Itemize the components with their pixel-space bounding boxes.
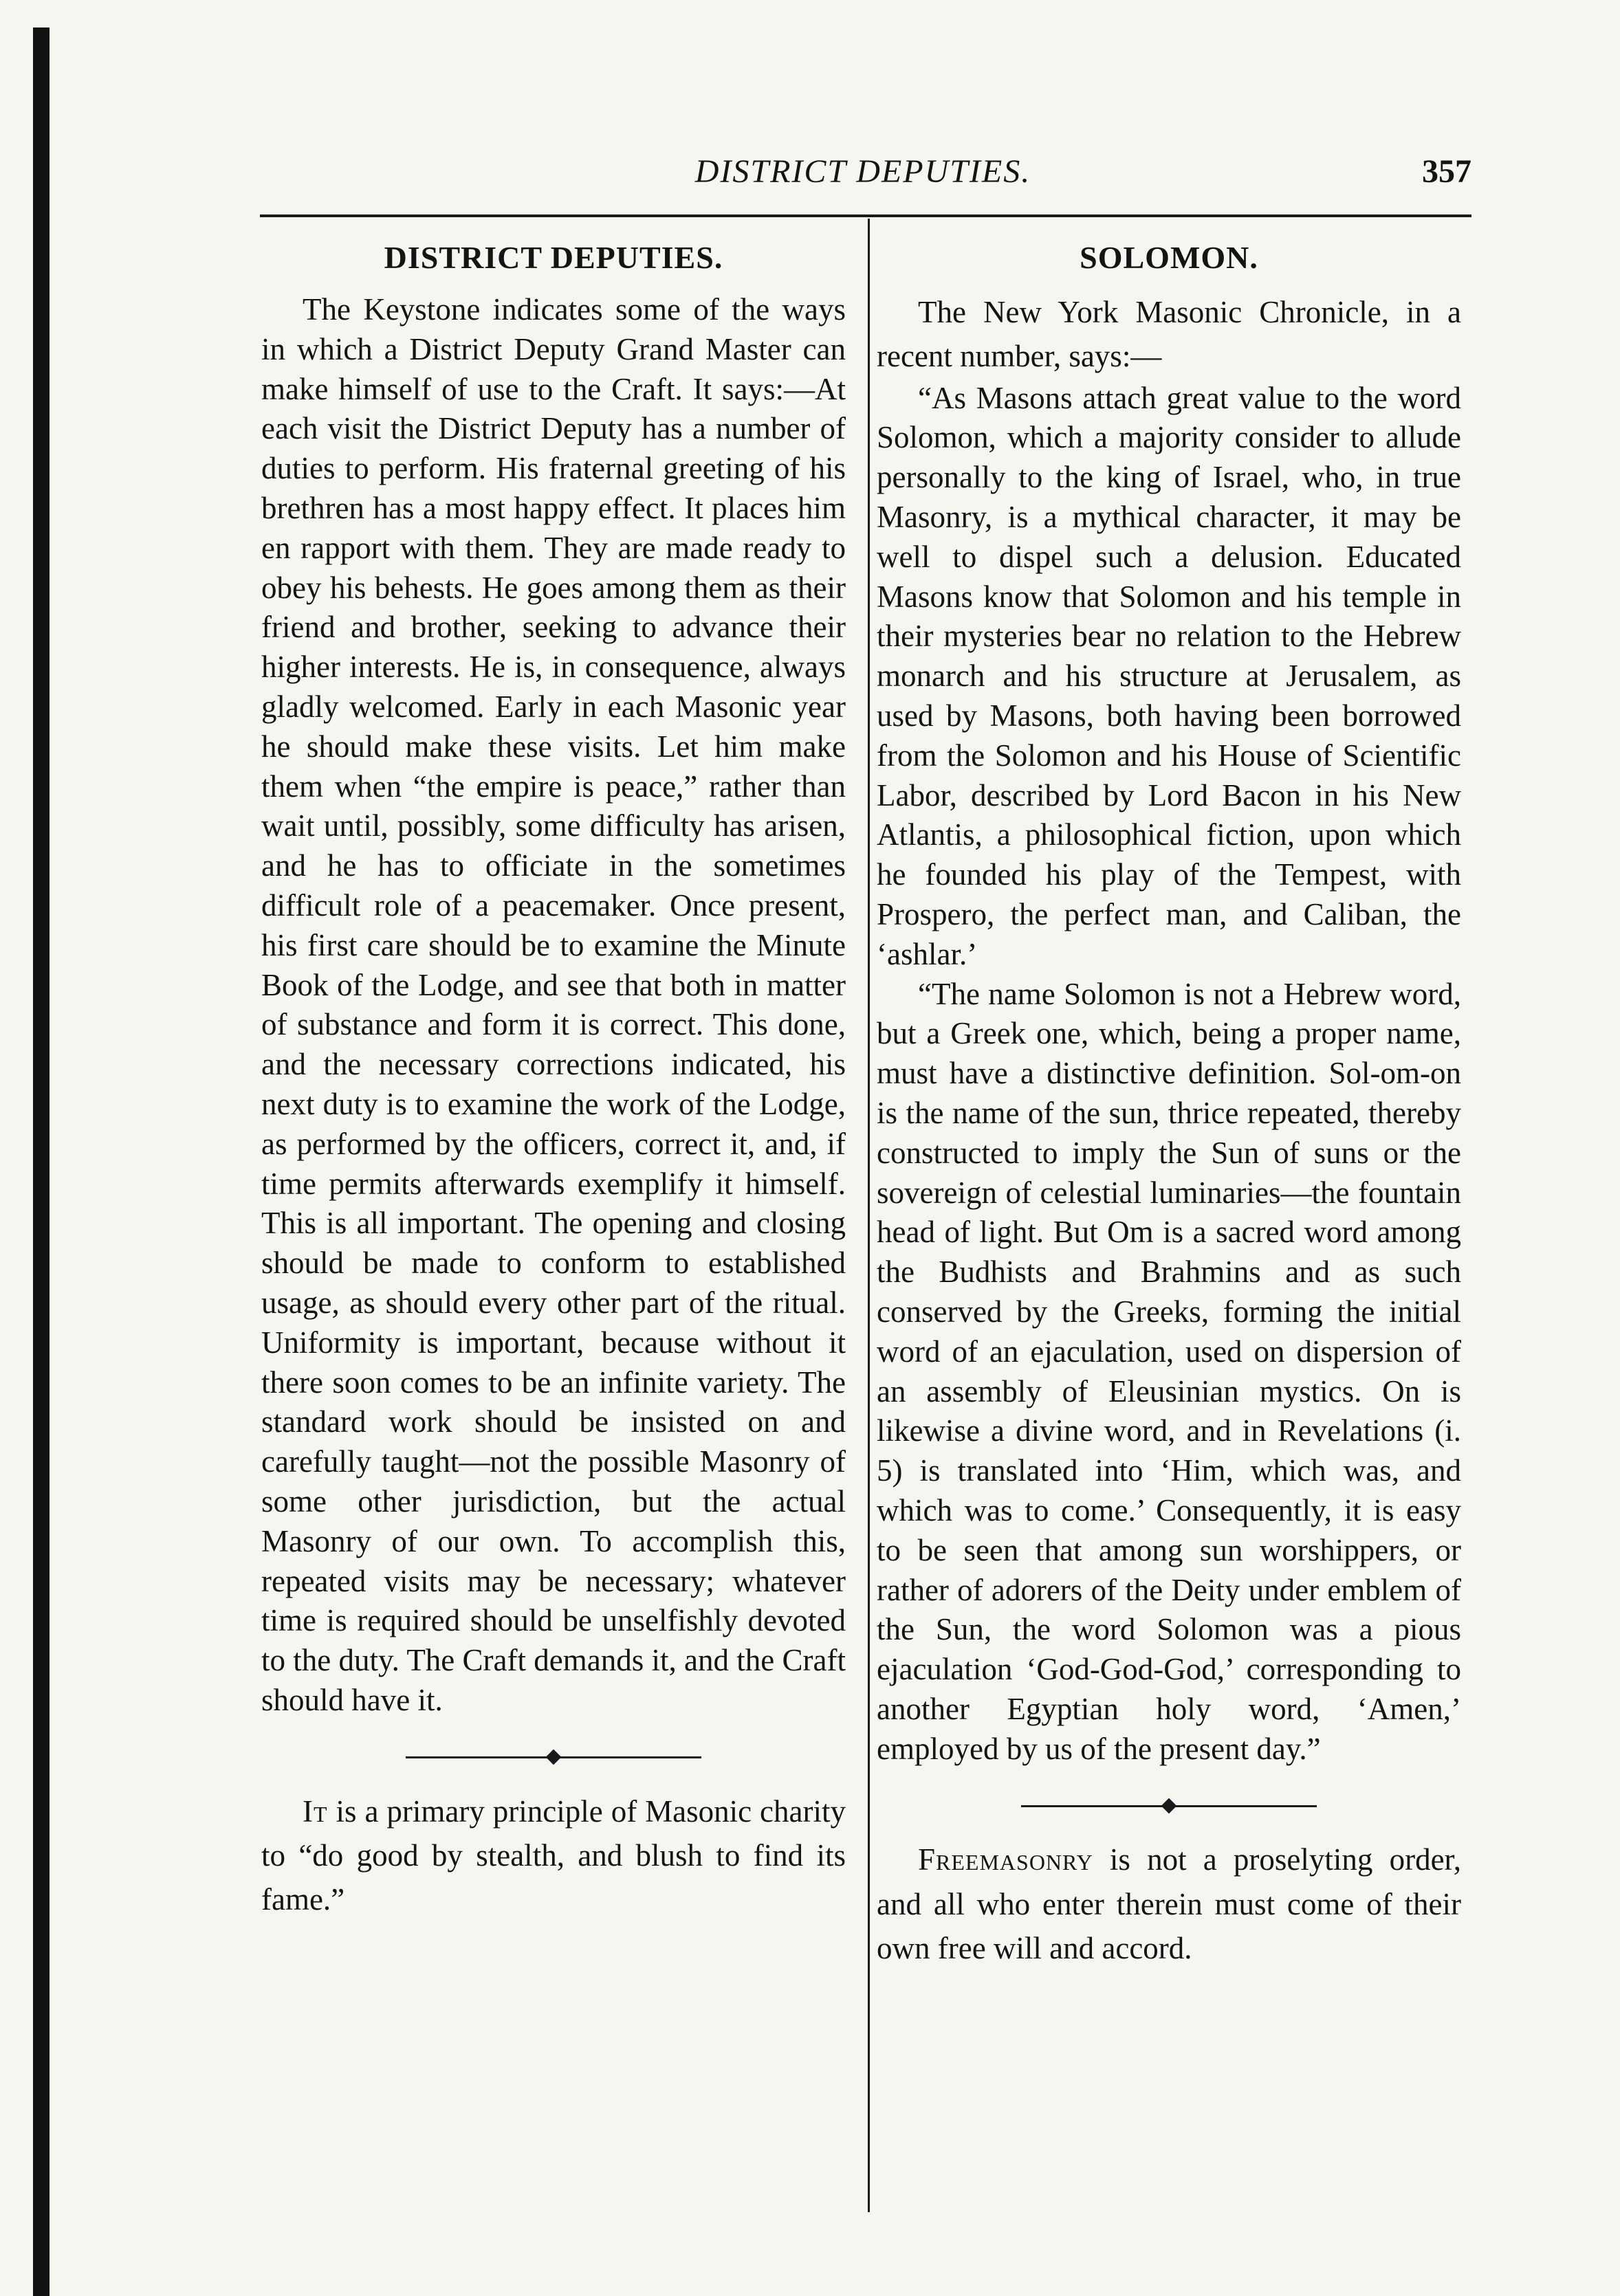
note-text: is not a proselyting order, and all who enter therein must come of their own free will and accord. — [877, 1842, 1461, 1966]
note-text: is a primary principle of Masonic charity to “do good by stealth, and blush to find its fame.” — [261, 1793, 846, 1917]
article-intro: The New York Masonic Chronicle, in a recent number, says:— — [877, 295, 1461, 374]
section-ornament — [877, 1785, 1461, 1826]
charity-note — [261, 1789, 846, 1922]
article-body-paragraph: “The name Solomon is not a Hebrew word, but a Greek one, which, being a proper name, must have a distinctive definition. Sol-om-on is the name of the sun, thrice repeated, thereby constructed to imply the Sun of suns or the sovereign of celestial luminaries—the fountain head of light. But Om is a sacred word among the Budhists and Brahmins and as such conserved by the Greeks, forming the initial word of an ejaculation, used on dispersion of an assembly of Eleusinian mystics. On is likewise a divine word, and in Revelations (i. 5) is translated into ‘Him, which was, and which was to come.’ Consequently, it is easy to be seen that among sun worshippers, or rather of adorers of the Deity under emblem of the Sun, the word Solomon was a pious ejaculation ‘God-God-God,’ corresponding to another Egyptian holy word, ‘Amen,’ employed by us of the present day.” — [877, 976, 1461, 1766]
column-divider — [868, 219, 870, 2212]
note-lead: It — [303, 1793, 328, 1829]
article-title-district-deputies: DISTRICT DEPUTIES. — [384, 240, 723, 275]
left-column — [261, 234, 846, 1922]
running-head — [254, 153, 1471, 202]
page-binding-edge — [33, 27, 50, 2296]
section-ornament — [261, 1737, 846, 1778]
right-column — [877, 234, 1461, 1970]
note-lead: Freemasonry — [918, 1842, 1093, 1877]
running-head-title: DISTRICT DEPUTIES. — [694, 153, 1031, 190]
article-body-paragraph: “As Masons attach great value to the word Solomon, which a majority consider to allude personally to the king of Israel, who, in true Masonry, is a mythical character, it may be well to dispel such a delusion. Educated Masons know that Solomon and his temple in their mysteries bear no relation to the Hebrew monarch and his structure at Jerusalem, as used by Masons, both having been borrowed from the Solomon and his House of Scientific Labor, described by Lord Bacon in his New Atlantis, a philosophical fiction, upon which he founded his play of the Tempest, with Prospero, the perfect man, and Caliban, the ‘ashlar.’ — [877, 380, 1461, 971]
article-body-paragraph: The Keystone indicates some of the ways in which a District Deputy Grand Master can make himself of use to the Craft. It says:—At each visit the District Deputy has a number of duties to perform. His fraternal greeting of his brethren has a most happy effect. It places him en rapport with them. They are made ready to obey his behests. He goes among them as their friend and brother, seeking to advance their higher interests. He is, in consequence, always gladly welcomed. Early in each Masonic year he should make these visits. Let him make them when “the empire is peace,” rather than wait until, possibly, some difficulty has arisen, and he has to officiate in the sometimes difficult role of a peacemaker. Once present, his first care should be to examine the Minute Book of the Lodge, and see that both in matter of substance and form it is correct. This done, and the necessary corrections indicated, his next duty is to examine the work of the Lodge, as performed by the officers, correct it, and, if time permits afterwards exemplify it himself. This is all important. The opening and closing should be made to conform to established usage, as should every other part of the ritual. Uniformity is important, because without it there soon comes to be an infinite variety. The standard work should be insisted on and carefully taught—not the possible Masonry of some other jurisdiction, but the actual Masonry of our own. To accomplish this, repeated visits may be necessary; whatever time is required should be unselfishly devoted to the duty. The Craft demands it, and the Craft should have it. — [261, 292, 846, 1717]
article-title-solomon: SOLOMON. — [1080, 240, 1258, 275]
page-number: 357 — [1422, 153, 1471, 190]
freemasonry-note — [877, 1837, 1461, 1970]
header-rule — [260, 214, 1471, 217]
